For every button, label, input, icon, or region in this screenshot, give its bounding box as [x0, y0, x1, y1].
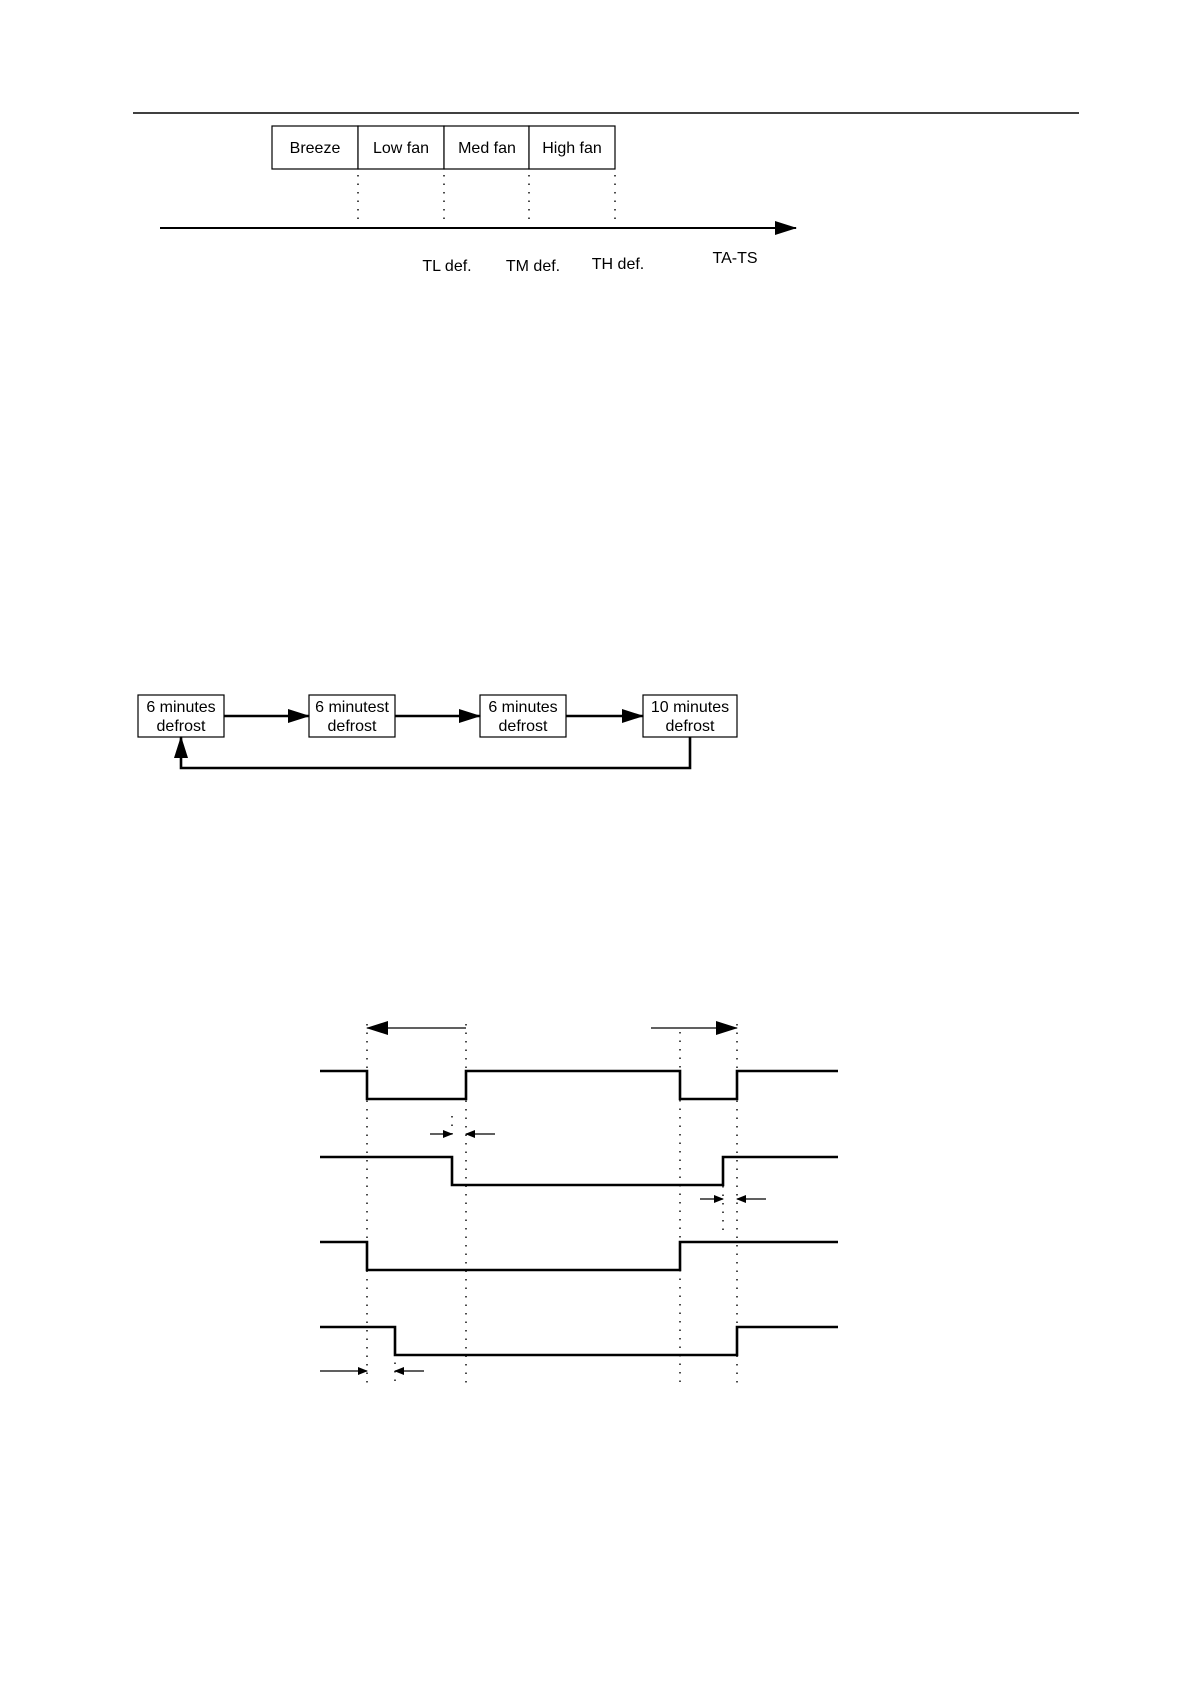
defrost-step-label: defrost — [156, 718, 206, 735]
threshold-label-tl: TL def. — [422, 258, 472, 275]
band-label-high-fan: High fan — [542, 140, 602, 157]
defrost-step-label: defrost — [665, 718, 715, 735]
defrost-step-label: defrost — [327, 718, 377, 735]
band-label-low-fan: Low fan — [372, 140, 430, 157]
timing-diagram — [320, 1024, 838, 1388]
defrost-step-duration: 10 minutes — [650, 699, 730, 716]
loop-back-arrow — [181, 737, 690, 768]
signal-waveform — [320, 1157, 838, 1185]
signal-waveform — [320, 1327, 838, 1355]
defrost-cycle-diagram — [138, 695, 737, 768]
signal-waveform — [320, 1071, 838, 1099]
defrost-step-duration: 6 minutes — [488, 699, 558, 716]
threshold-label-th: TH def. — [591, 256, 645, 273]
defrost-step-duration: 6 minutes — [146, 699, 216, 716]
defrost-step-label: defrost — [498, 718, 548, 735]
band-label-med-fan: Med fan — [458, 140, 516, 157]
fan-speed-diagram — [160, 126, 796, 275]
defrost-step-duration: 6 minutest — [315, 699, 389, 716]
axis-label-ta-ts: TA-TS — [712, 250, 758, 267]
band-label-breeze: Breeze — [289, 140, 341, 157]
signal-waveform — [320, 1242, 838, 1270]
threshold-label-tm: TM def. — [505, 258, 561, 275]
